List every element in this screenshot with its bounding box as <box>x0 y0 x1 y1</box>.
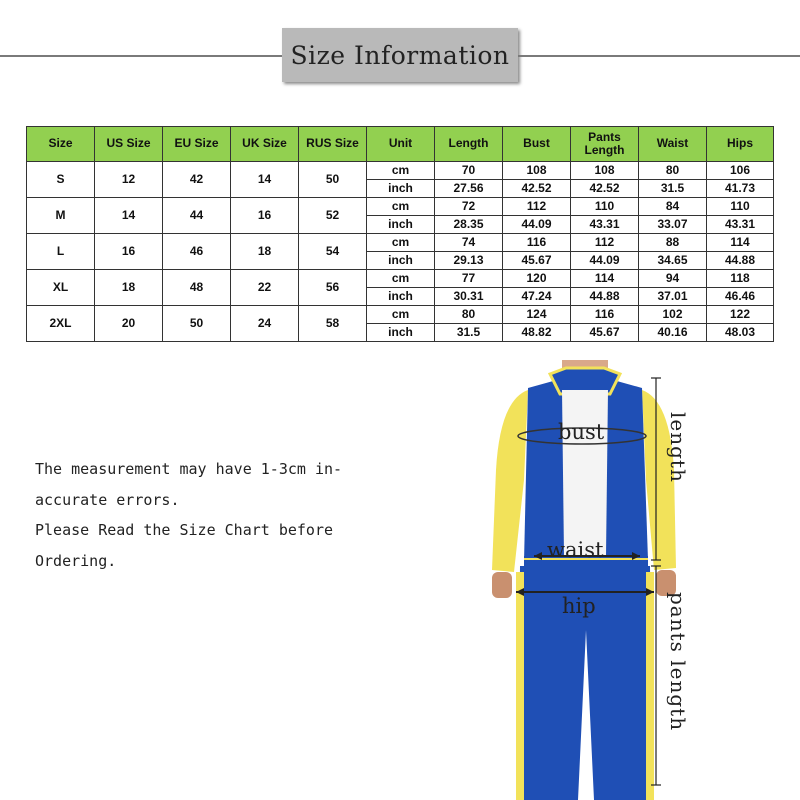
unit-cell: inch <box>367 288 435 306</box>
size-chart-table <box>26 126 774 342</box>
hips-cell: 43.31 <box>707 216 774 234</box>
unit-cell: cm <box>367 270 435 288</box>
column-header: RUS Size <box>299 127 367 162</box>
bust-cell: 112 <box>503 198 571 216</box>
table-row <box>27 162 774 180</box>
eu-size-cell: 44 <box>163 198 231 234</box>
eu-size-cell: 50 <box>163 306 231 342</box>
bust-cell: 116 <box>503 234 571 252</box>
header-banner <box>282 28 518 82</box>
pants-cell: 110 <box>571 198 639 216</box>
length-cell: 74 <box>435 234 503 252</box>
waist-cell: 40.16 <box>639 324 707 342</box>
eu-size-cell: 48 <box>163 270 231 306</box>
eu-size-cell: 42 <box>163 162 231 198</box>
rus-size-cell: 56 <box>299 270 367 306</box>
column-header: Unit <box>367 127 435 162</box>
us-size-cell: 18 <box>95 270 163 306</box>
table-row <box>27 270 774 288</box>
length-cell: 28.35 <box>435 216 503 234</box>
note-line: accurate errors. <box>35 490 180 509</box>
column-header: EU Size <box>163 127 231 162</box>
pants-cell: 44.09 <box>571 252 639 270</box>
hips-cell: 114 <box>707 234 774 252</box>
waist-cell: 33.07 <box>639 216 707 234</box>
length-cell: 70 <box>435 162 503 180</box>
length-cell: 30.31 <box>435 288 503 306</box>
right-pants-stripe <box>646 572 654 800</box>
length-cell: 80 <box>435 306 503 324</box>
waist-cell: 34.65 <box>639 252 707 270</box>
hips-cell: 118 <box>707 270 774 288</box>
unit-cell: cm <box>367 162 435 180</box>
waist-cell: 37.01 <box>639 288 707 306</box>
uk-size-cell: 14 <box>231 162 299 198</box>
size-cell: S <box>27 162 95 198</box>
us-size-cell: 14 <box>95 198 163 234</box>
table-row <box>27 306 774 324</box>
bust-cell: 124 <box>503 306 571 324</box>
bust-cell: 42.52 <box>503 180 571 198</box>
uk-size-cell: 22 <box>231 270 299 306</box>
length-cell: 77 <box>435 270 503 288</box>
pants-length-label: pants length <box>666 592 690 732</box>
shirt-shape <box>562 390 608 556</box>
column-header: Size <box>27 127 95 162</box>
column-header: Hips <box>707 127 774 162</box>
size-cell: XL <box>27 270 95 306</box>
hips-cell: 106 <box>707 162 774 180</box>
hips-cell: 110 <box>707 198 774 216</box>
rus-size-cell: 50 <box>299 162 367 198</box>
unit-cell: cm <box>367 198 435 216</box>
column-header: US Size <box>95 127 163 162</box>
column-header: UK Size <box>231 127 299 162</box>
pants-cell: 43.31 <box>571 216 639 234</box>
size-cell: L <box>27 234 95 270</box>
column-header: Waist <box>639 127 707 162</box>
length-cell: 27.56 <box>435 180 503 198</box>
header-divider-left <box>0 55 282 57</box>
left-sleeve-shape <box>492 390 528 572</box>
note-line: Please Read the Size Chart before <box>35 521 334 539</box>
bust-cell: 108 <box>503 162 571 180</box>
tracksuit-illustration <box>470 360 800 800</box>
waist-cell: 88 <box>639 234 707 252</box>
hips-cell: 48.03 <box>707 324 774 342</box>
length-cell: 72 <box>435 198 503 216</box>
size-cell: 2XL <box>27 306 95 342</box>
note-line: Ordering. <box>35 551 117 570</box>
waist-label: waist <box>547 538 604 562</box>
rus-size-cell: 58 <box>299 306 367 342</box>
unit-cell: cm <box>367 234 435 252</box>
unit-cell: inch <box>367 216 435 234</box>
uk-size-cell: 16 <box>231 198 299 234</box>
us-size-cell: 16 <box>95 234 163 270</box>
length-cell: 31.5 <box>435 324 503 342</box>
unit-cell: cm <box>367 306 435 324</box>
page-title: Size Information <box>290 40 510 70</box>
left-hand-shape <box>492 572 512 598</box>
waist-cell: 94 <box>639 270 707 288</box>
table-row <box>27 198 774 216</box>
hip-label: hip <box>562 594 596 618</box>
table-body <box>27 162 774 342</box>
waist-cell: 102 <box>639 306 707 324</box>
pants-cell: 114 <box>571 270 639 288</box>
size-cell: M <box>27 198 95 234</box>
unit-cell: inch <box>367 252 435 270</box>
pants-cell: 108 <box>571 162 639 180</box>
unit-cell: inch <box>367 180 435 198</box>
hips-cell: 41.73 <box>707 180 774 198</box>
rus-size-cell: 54 <box>299 234 367 270</box>
bust-cell: 45.67 <box>503 252 571 270</box>
table-row <box>27 234 774 252</box>
bust-cell: 47.24 <box>503 288 571 306</box>
waist-cell: 31.5 <box>639 180 707 198</box>
hips-cell: 46.46 <box>707 288 774 306</box>
header-divider-right <box>518 55 800 57</box>
column-header: Bust <box>503 127 571 162</box>
note-line: The measurement may have 1-3cm in- <box>35 460 343 478</box>
eu-size-cell: 46 <box>163 234 231 270</box>
left-pants-stripe <box>516 572 524 800</box>
unit-cell: inch <box>367 324 435 342</box>
model-figure <box>470 360 800 800</box>
uk-size-cell: 18 <box>231 234 299 270</box>
bust-cell: 48.82 <box>503 324 571 342</box>
pants-cell: 45.67 <box>571 324 639 342</box>
bust-label: bust <box>558 420 605 444</box>
uk-size-cell: 24 <box>231 306 299 342</box>
pants-cell: 112 <box>571 234 639 252</box>
pants-cell: 42.52 <box>571 180 639 198</box>
length-label: length <box>666 412 690 483</box>
pants-cell: 44.88 <box>571 288 639 306</box>
hips-cell: 122 <box>707 306 774 324</box>
rus-size-cell: 52 <box>299 198 367 234</box>
table-header-row <box>27 127 774 162</box>
length-cell: 29.13 <box>435 252 503 270</box>
column-header: Length <box>435 127 503 162</box>
us-size-cell: 20 <box>95 306 163 342</box>
hips-cell: 44.88 <box>707 252 774 270</box>
column-header: Pants Length <box>571 127 639 162</box>
bust-cell: 44.09 <box>503 216 571 234</box>
waist-cell: 80 <box>639 162 707 180</box>
waist-cell: 84 <box>639 198 707 216</box>
measurement-note <box>35 454 395 576</box>
pants-cell: 116 <box>571 306 639 324</box>
us-size-cell: 12 <box>95 162 163 198</box>
bust-cell: 120 <box>503 270 571 288</box>
